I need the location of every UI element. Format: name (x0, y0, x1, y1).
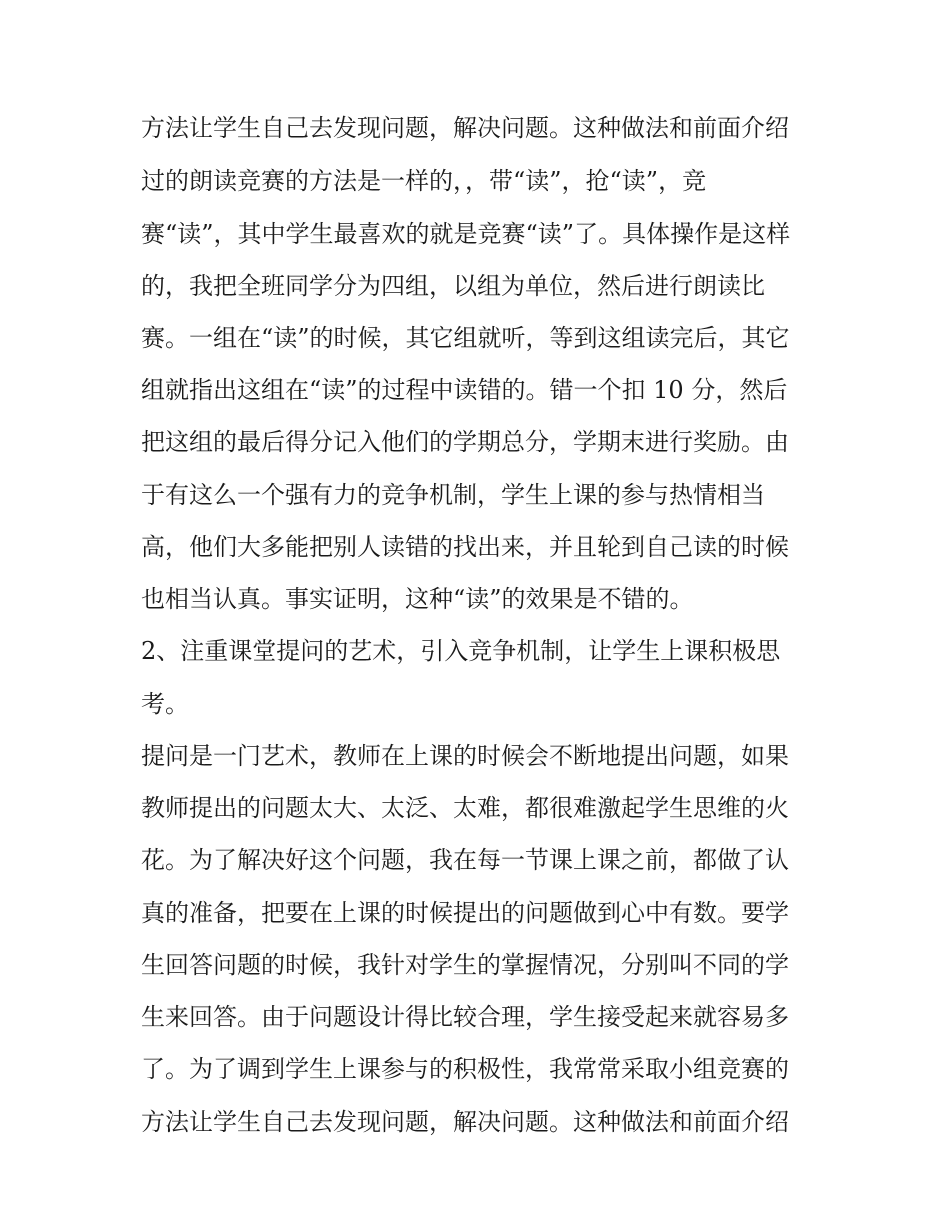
text-line: 赛“读”，其中学生最喜欢的就是竞赛“读”了。具体操作是这样 (141, 220, 791, 248)
section-heading: 考。 (141, 690, 189, 718)
text-line: 花。为了解决好这个问题，我在每一节课上课之前，都做了认 (141, 846, 789, 874)
text-line: 生回答问题的时候，我针对学生的掌握情况，分别叫不同的学 (141, 951, 789, 979)
section-heading: 2、注重课堂提问的艺术，引入竞争机制，让学生上课积极思 (141, 637, 781, 665)
text-line: 高，他们大多能把别人读错的找出来，并且轮到自己读的时候 (141, 533, 789, 561)
text-line: 的，我把全班同学分为四组，以组为单位，然后进行朗读比 (141, 272, 765, 300)
text-line: 赛。一组在“读”的时候，其它组就听，等到这组读完后，其它 (141, 324, 790, 352)
text-line: 也相当认真。事实证明，这种“读”的效果是不错的。 (141, 585, 694, 613)
text-line: 教师提出的问题太大、太泛、太难，都很难激起学生思维的火 (141, 794, 789, 822)
text-line: 方法让学生自己去发现问题，解决问题。这种做法和前面介绍 (141, 1108, 789, 1136)
text-line: 组就指出这组在“读”的过程中读错的。错一个扣 10 分，然后 (141, 376, 788, 404)
text-line: 真的准备，把要在上课的时候提出的问题做到心中有数。要学 (141, 899, 789, 927)
text-line: 于有这么一个强有力的竞争机制，学生上课的参与热情相当 (141, 481, 765, 509)
text-line: 了。为了调到学生上课参与的积极性，我常常采取小组竞赛的 (141, 1055, 789, 1083)
text-line: 方法让学生自己去发现问题，解决问题。这种做法和前面介绍 (141, 114, 789, 142)
text-line: 把这组的最后得分记入他们的学期总分，学期末进行奖励。由 (141, 428, 789, 456)
text-line: 提问是一门艺术，教师在上课的时候会不断地提出问题，如果 (141, 742, 789, 770)
text-line: 过的朗读竞赛的方法是一样的，，带“读”，抢“读”，竞 (141, 167, 707, 195)
text-line: 生来回答。由于问题设计得比较合理，学生接受起来就容易多 (141, 1003, 789, 1031)
